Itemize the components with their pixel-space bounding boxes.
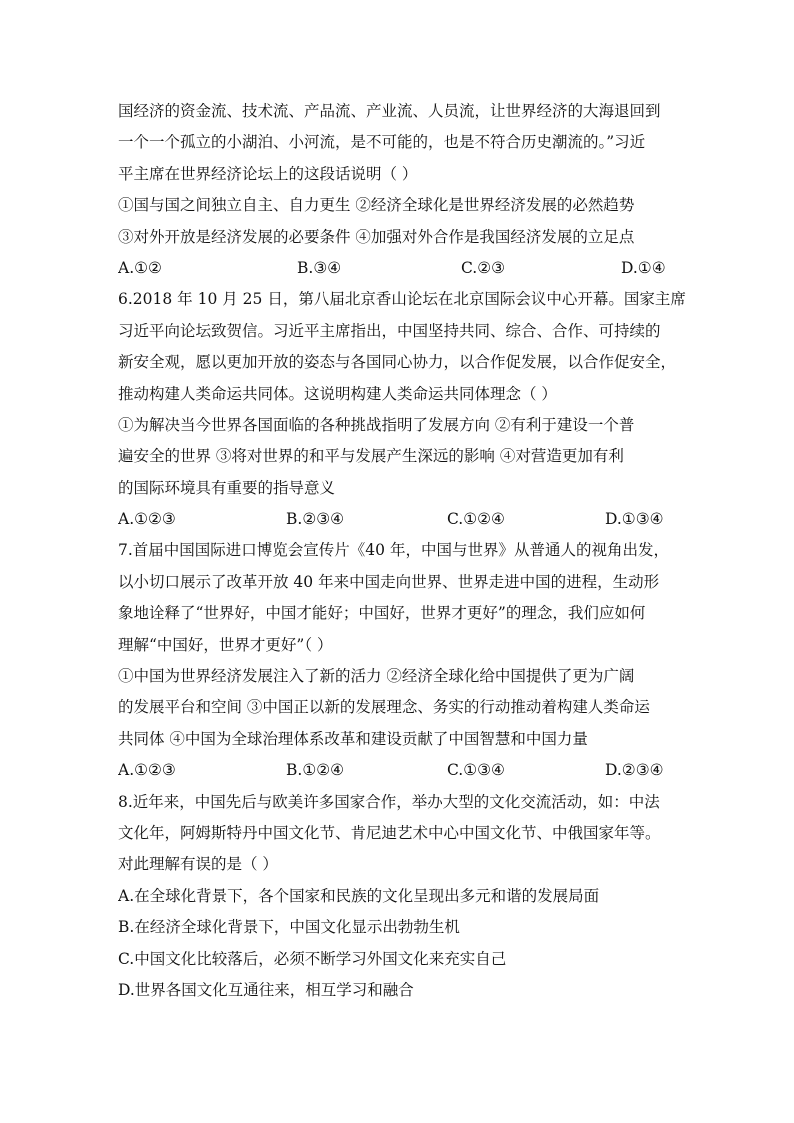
text-line: 遍安全的世界 ③将对世界的和平与发展产生深远的影响 ④对营造更加有利 — [118, 447, 624, 466]
answer-options — [118, 504, 698, 535]
answer-options — [118, 253, 698, 284]
text-line: 平主席在世界经济论坛上的这段话说明（ ） — [118, 164, 418, 183]
text-line: ③对外开放是经济发展的必要条件 ④加强对外合作是我国经济发展的立足点 — [118, 227, 635, 246]
text-line: 以小切口展示了改革开放 40 年来中国走向世界、世界走进中国的进程，生动形 — [118, 572, 660, 591]
text-line: ①中国为世界经济发展注入了新的活力 ②经济全球化给中国提供了更为广阔 — [118, 667, 635, 686]
answer-options — [118, 755, 698, 786]
option-b: B.③④ — [297, 258, 342, 277]
text-line: 理解“中国好，世界才更好”（ ） — [118, 635, 333, 654]
question-6 — [118, 284, 698, 535]
option-c: C.①③④ — [447, 761, 505, 780]
text-line: 6.2018 年 10 月 25 日，第八届北京香山论坛在北京国际会议中心开幕。国家主席 — [118, 290, 686, 309]
option-a: A.在全球化背景下，各个国家和民族的文化呈现出多元和谐的发展局面 — [118, 886, 600, 905]
text-line: 的国际环境具有重要的指导意义 — [118, 478, 336, 497]
option-d: D.②③④ — [605, 761, 664, 780]
text-line: 8.近年来，中国先后与欧美许多国家合作，举办大型的文化交流活动，如：中法 — [118, 792, 660, 811]
option-d: D.世界各国文化互通往来，相互学习和融合 — [118, 980, 414, 999]
option-d: D.①④ — [621, 258, 666, 277]
option-a: A.①② — [118, 258, 162, 277]
option-c: C.②③ — [461, 258, 506, 277]
text-line: ①为解决当今世界各国面临的各种挑战指明了发展方向 ②有利于建设一个普 — [118, 415, 635, 434]
text-line: 对此理解有误的是（ ） — [118, 855, 278, 874]
text-line: ①国与国之间独立自主、自力更生 ②经济全球化是世界经济发展的必然趋势 — [118, 196, 635, 215]
text-line: 7.首届中国国际进口博览会宣传片《40 年，中国与世界》从普通人的视角出发， — [118, 541, 669, 560]
option-b: B.①②④ — [286, 761, 345, 780]
option-a: A.①②③ — [118, 510, 176, 529]
option-c: C.①②④ — [447, 510, 505, 529]
question-content — [118, 96, 698, 1006]
question-8 — [118, 787, 698, 1007]
text-line: 一个一个孤立的小湖泊、小河流，是不可能的，也是不符合历史潮流的。”习近 — [118, 133, 646, 152]
text-line: 国经济的资金流、技术流、产品流、产业流、人员流，让世界经济的大海退回到 — [118, 102, 661, 120]
text-line: 的发展平台和空间 ③中国正以新的发展理念、务实的行动推动着构建人类命运 — [118, 698, 650, 717]
text-line: 推动构建人类命运共同体。这说明构建人类命运共同体理念（ ） — [118, 384, 557, 403]
option-b: B.②③④ — [286, 510, 345, 529]
option-c: C.中国文化比较落后，必须不断学习外国文化来充实自己 — [118, 949, 507, 968]
text-line: 文化年，阿姆斯特丹中国文化节、肯尼迪艺术中心中国文化节、中俄国家年等。 — [118, 823, 661, 842]
option-a: A.①②③ — [118, 761, 176, 780]
question-7 — [118, 535, 698, 786]
question-5 — [118, 96, 698, 284]
option-d: D.①③④ — [605, 510, 664, 529]
text-line: 共同体 ④中国为全球治理体系改革和建设贡献了中国智慧和中国力量 — [118, 729, 588, 748]
text-line: 新安全观，愿以更加开放的姿态与各国同心协力，以合作促发展，以合作促安全， — [118, 353, 677, 372]
option-b: B.在经济全球化背景下，中国文化显示出勃勃生机 — [118, 918, 460, 937]
text-line: 象地诠释了“世界好，中国才能好；中国好，世界才更好”的理念，我们应如何 — [118, 604, 646, 623]
text-line: 习近平向论坛致贺信。习近平主席指出，中国坚持共同、综合、合作、可持续的 — [118, 321, 661, 340]
